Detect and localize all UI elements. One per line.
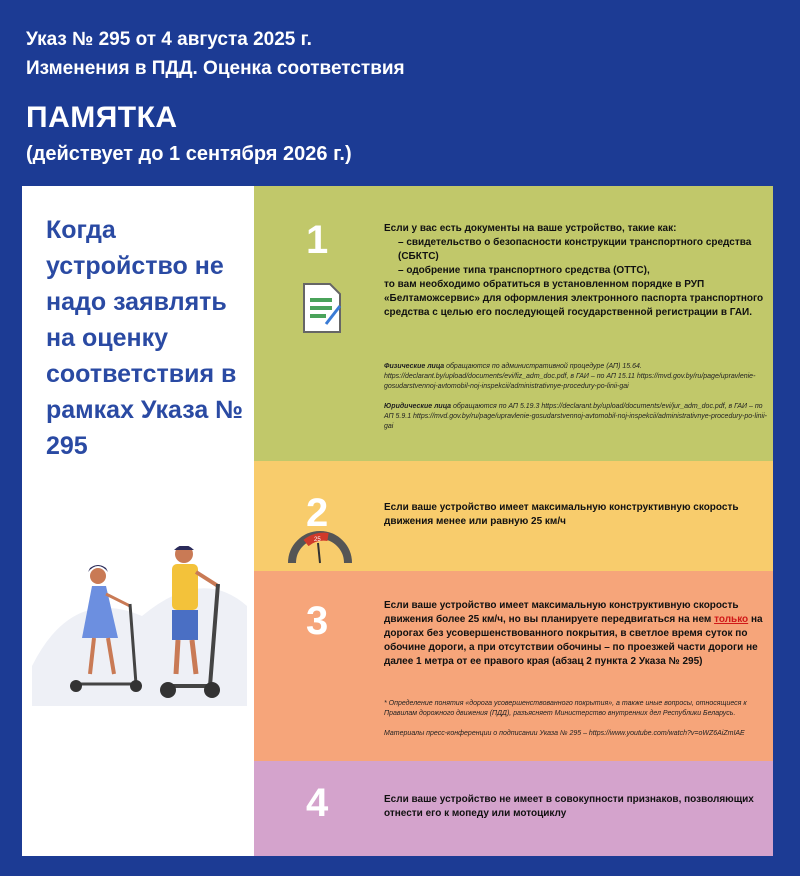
left-panel bbox=[22, 186, 254, 856]
section-2-number: 2 bbox=[306, 491, 329, 535]
decree-title: Указ № 295 от 4 августа 2025 г. bbox=[26, 29, 312, 50]
section-2 bbox=[254, 461, 773, 571]
section-3-footnote: * Определение понятия «дорога усовершенствованного покрытия», а также иные вопросы, относящиеся к Правилам дорожного движения (ПДД), разъясняет Министерство внутренних дел Республики Беларусь. bbox=[384, 700, 747, 717]
section-3-text: Если ваше устройство имеет максимальную конструктивную скорость движения более 25 км/ч, но вы планируете передвигаться на нем только на дорогах без усовершенствованного покрытия, в светлое время суток по обочине дороги, а при отсутствии обочины – по проезжей части дороги не далее 1 метра от ее правого края (абзац 2 пункта 2 Указа № 295) bbox=[384, 600, 763, 667]
document-check-icon bbox=[300, 280, 344, 336]
decree-subtitle: Изменения в ПДД. Оценка соответствия bbox=[26, 58, 405, 79]
section-4 bbox=[254, 761, 773, 856]
section-3-number: 3 bbox=[306, 599, 329, 643]
gauge-value: 25 bbox=[314, 537, 321, 543]
section-2-text: Если ваше устройство имеет максимальную конструктивную скорость движения менее или равную 25 км/ч bbox=[384, 502, 739, 527]
section-1-number: 1 bbox=[306, 218, 329, 262]
section-1-note-legal: Юридические лица обращаются по АП 5.19.3 https://declarant.by/upload/documents/evi/jur_adm_doc.pdf, в ГАИ – по АП 5.9.1 https://mvd.gov.by/ru/page/upravlenie-gosudarstvennoj-avtomobil-noj-inspekcii/administrativnye-procedury-po-linii-gai bbox=[384, 403, 767, 430]
section-3 bbox=[254, 571, 773, 761]
section-1-note-individuals: Физические лица обращаются по административной процедуре (АП) 15.64. https://declarant.by/upload/documents/evi/fiz_adm_doc.pdf, в ГАИ – по АП 15.11 https://mvd.gov.by/ru/page/upravlenie-gosudarstvennoj-avtomobil-noj-inspekcii/administrativnye-procedury-po-linii-gai bbox=[384, 363, 756, 390]
section-1 bbox=[254, 186, 773, 461]
scooter-illustration bbox=[32, 546, 252, 726]
section-4-text: Если ваше устройство не имеет в совокупности признаков, позволяющих отнести его к мопеду или мотоциклу bbox=[384, 794, 754, 819]
memo-title: ПАМЯТКА bbox=[26, 101, 178, 134]
section-1-text: Если у вас есть документы на ваше устройство, такие как: – свидетельство о безопасности конструкции транспортного средства (СБКТС) – одобрение типа транспортного средства (ОТТС), то вам необходимо обратиться в установленном порядке в РУП «Белтаможсервис» для оформления электронного паспорта транспортного средства с целью его последующей государственной регистрации в ГАИ. bbox=[384, 223, 764, 318]
section-3-press-link: Материалы пресс-конференции о подписании Указа № 295 – https://www.youtube.com/watch?v=oWZ6AiZmIAE bbox=[384, 730, 745, 737]
section-4-number: 4 bbox=[306, 781, 329, 825]
left-panel-title: Когда устройство не надо заявлять на оценку соответствия в рамках Указа № 295 bbox=[46, 216, 244, 460]
speedometer-icon bbox=[288, 529, 352, 565]
validity-note: (действует до 1 сентября 2026 г.) bbox=[26, 143, 352, 165]
